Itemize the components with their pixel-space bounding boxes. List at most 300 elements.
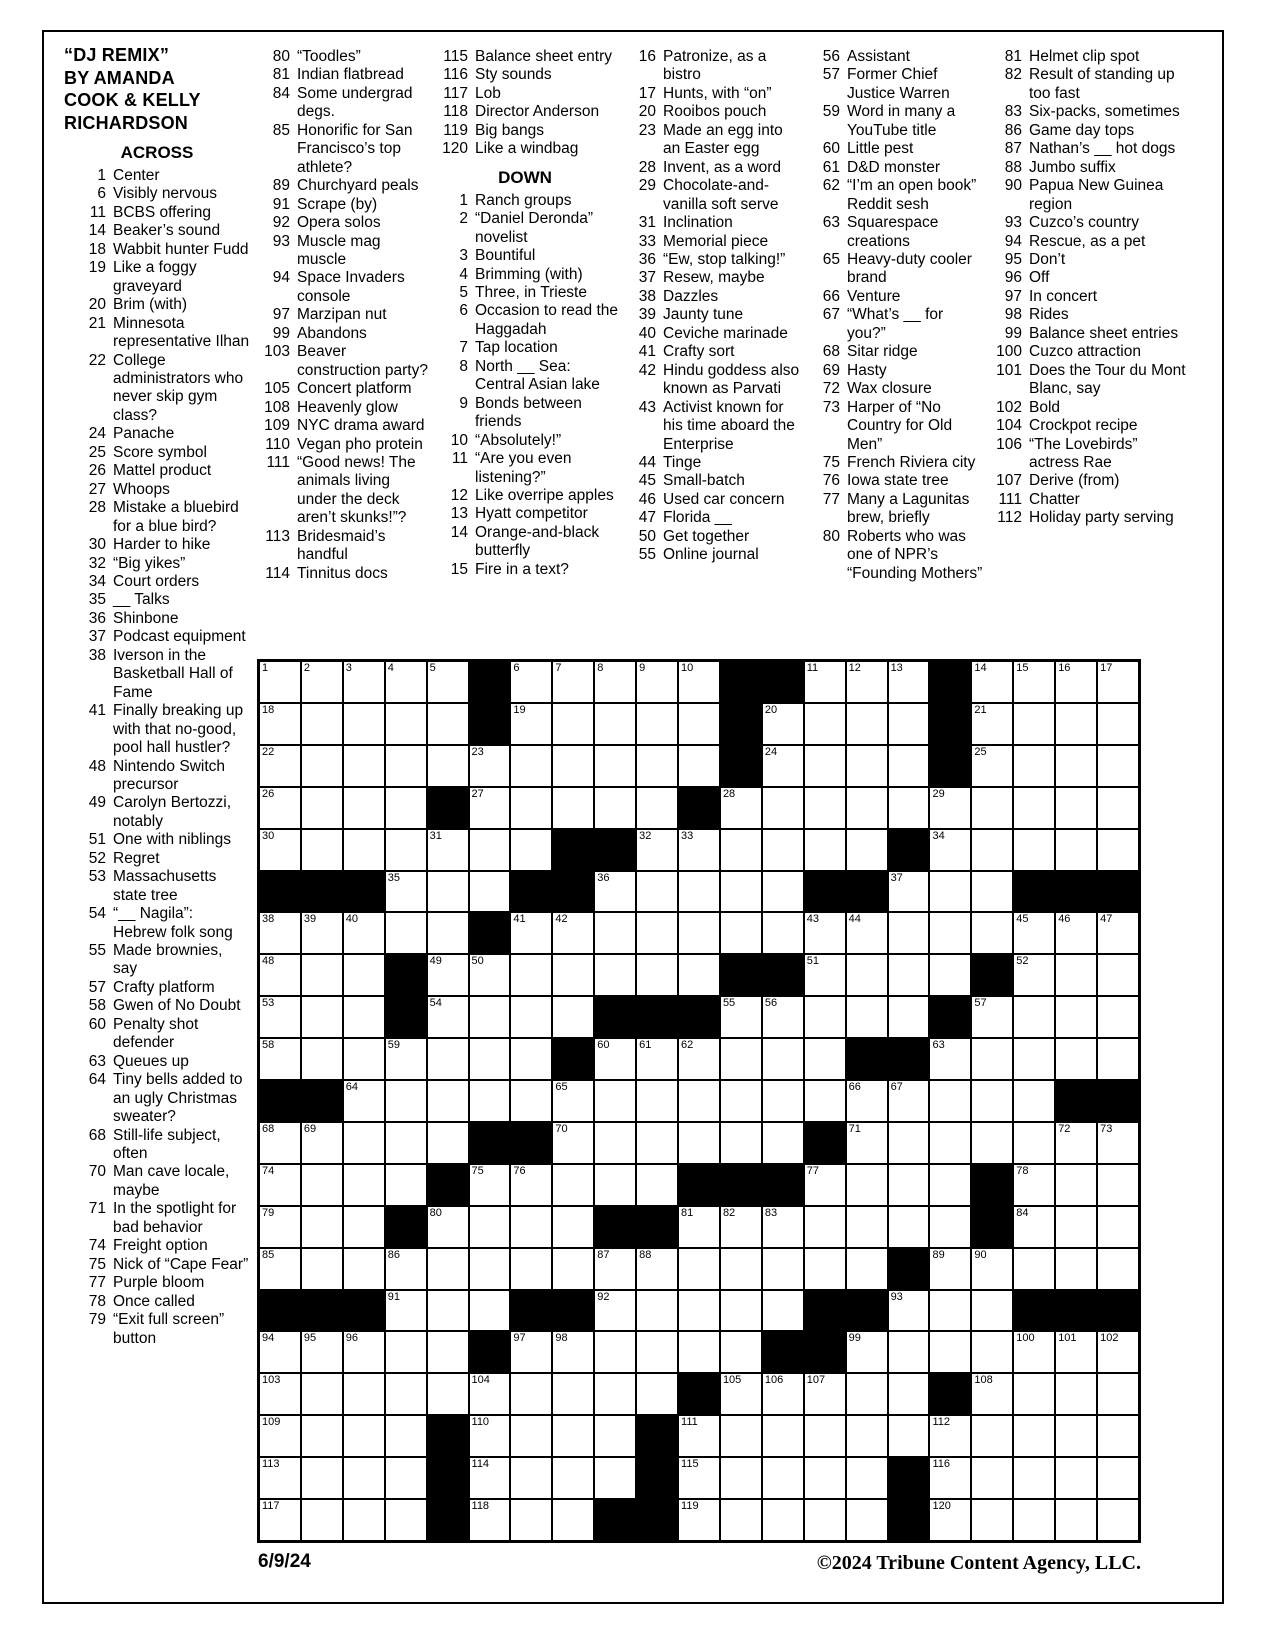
grid-cell[interactable] [595,1332,635,1372]
grid-cell[interactable] [930,1291,970,1331]
grid-cell[interactable] [679,1207,719,1247]
grid-cell[interactable] [805,913,845,953]
grid-cell[interactable] [721,1374,761,1414]
grid-cell[interactable] [553,1500,593,1540]
grid-cell[interactable] [260,1207,300,1247]
grid-cell[interactable] [889,1332,929,1372]
grid-cell[interactable] [386,1500,426,1540]
grid-cell[interactable] [847,830,887,870]
grid-cell[interactable] [553,788,593,828]
grid-cell[interactable] [847,1416,887,1456]
grid-cell[interactable] [344,1165,384,1205]
grid-cell[interactable] [1098,788,1138,828]
grid-cell[interactable] [553,997,593,1037]
grid-cell[interactable] [260,1123,300,1163]
grid-cell[interactable] [930,1500,970,1540]
grid-cell[interactable] [470,1039,510,1079]
grid-cell[interactable] [889,746,929,786]
grid-cell[interactable] [805,955,845,995]
grid-cell[interactable] [721,872,761,912]
grid-cell[interactable] [386,1374,426,1414]
grid-cell[interactable] [1098,1165,1138,1205]
grid-cell[interactable] [930,1123,970,1163]
grid-cell[interactable] [302,1165,342,1205]
grid-cell[interactable] [1098,955,1138,995]
grid-cell[interactable] [721,1458,761,1498]
grid-cell[interactable] [1056,704,1096,744]
grid-cell[interactable] [679,1123,719,1163]
grid-cell[interactable] [930,1165,970,1205]
grid-cell[interactable] [470,872,510,912]
grid-cell[interactable] [889,788,929,828]
grid-cell[interactable] [1014,1039,1054,1079]
grid-cell[interactable] [1098,1039,1138,1079]
grid-cell[interactable] [679,1249,719,1289]
grid-cell[interactable] [805,1374,845,1414]
grid-cell[interactable] [721,1416,761,1456]
grid-cell[interactable] [595,1249,635,1289]
grid-cell[interactable] [972,913,1012,953]
grid-cell[interactable] [1098,704,1138,744]
grid-cell[interactable] [679,1416,719,1456]
grid-cell[interactable] [679,1081,719,1121]
grid-cell[interactable] [470,1374,510,1414]
grid-cell[interactable] [1056,1374,1096,1414]
grid-cell[interactable] [847,704,887,744]
grid-cell[interactable] [470,1165,510,1205]
grid-cell[interactable] [344,1374,384,1414]
grid-cell[interactable] [847,662,887,702]
grid-cell[interactable] [805,1207,845,1247]
grid-cell[interactable] [847,1458,887,1498]
grid-cell[interactable] [386,1458,426,1498]
grid-cell[interactable] [553,1416,593,1456]
grid-cell[interactable] [386,1165,426,1205]
grid-cell[interactable] [1014,1165,1054,1205]
grid-cell[interactable] [470,746,510,786]
grid-cell[interactable] [1014,1416,1054,1456]
grid-cell[interactable] [1098,830,1138,870]
grid-cell[interactable] [930,788,970,828]
grid-cell[interactable] [972,997,1012,1037]
grid-cell[interactable] [1014,788,1054,828]
grid-cell[interactable] [679,913,719,953]
grid-cell[interactable] [511,1039,551,1079]
grid-cell[interactable] [470,1081,510,1121]
grid-cell[interactable] [763,1374,803,1414]
grid-cell[interactable] [847,1374,887,1414]
grid-cell[interactable] [1056,997,1096,1037]
grid-cell[interactable] [847,1081,887,1121]
grid-cell[interactable] [595,1374,635,1414]
grid-cell[interactable] [1014,1249,1054,1289]
grid-cell[interactable] [386,913,426,953]
grid-cell[interactable] [1014,1374,1054,1414]
grid-cell[interactable] [344,1081,384,1121]
grid-cell[interactable] [972,1291,1012,1331]
grid-cell[interactable] [344,955,384,995]
grid-cell[interactable] [344,1332,384,1372]
grid-cell[interactable] [889,955,929,995]
grid-cell[interactable] [889,1291,929,1331]
grid-cell[interactable] [344,1500,384,1540]
grid-cell[interactable] [344,1039,384,1079]
grid-cell[interactable] [386,1416,426,1456]
grid-cell[interactable] [302,788,342,828]
grid-cell[interactable] [721,830,761,870]
grid-cell[interactable] [972,704,1012,744]
grid-cell[interactable] [1098,1374,1138,1414]
grid-cell[interactable] [260,1500,300,1540]
grid-cell[interactable] [344,746,384,786]
grid-cell[interactable] [428,746,468,786]
grid-cell[interactable] [637,1291,677,1331]
grid-cell[interactable] [972,1039,1012,1079]
grid-cell[interactable] [428,913,468,953]
grid-cell[interactable] [595,1165,635,1205]
grid-cell[interactable] [511,955,551,995]
grid-cell[interactable] [386,746,426,786]
grid-cell[interactable] [344,1123,384,1163]
grid-cell[interactable] [302,1416,342,1456]
grid-cell[interactable] [972,1081,1012,1121]
grid-cell[interactable] [763,1207,803,1247]
grid-cell[interactable] [721,1249,761,1289]
grid-cell[interactable] [1014,746,1054,786]
grid-cell[interactable] [1098,1249,1138,1289]
grid-cell[interactable] [1098,913,1138,953]
grid-cell[interactable] [805,1249,845,1289]
grid-cell[interactable] [344,1416,384,1456]
grid-cell[interactable] [930,1081,970,1121]
grid-cell[interactable] [386,704,426,744]
grid-cell[interactable] [1056,662,1096,702]
grid-cell[interactable] [428,1249,468,1289]
grid-cell[interactable] [428,1291,468,1331]
grid-cell[interactable] [1056,1165,1096,1205]
crossword-grid[interactable] [257,659,1141,1543]
grid-cell[interactable] [1056,1123,1096,1163]
grid-cell[interactable] [972,1249,1012,1289]
grid-cell[interactable] [553,1332,593,1372]
grid-cell[interactable] [847,913,887,953]
grid-cell[interactable] [470,1249,510,1289]
grid-cell[interactable] [1056,1332,1096,1372]
grid-cell[interactable] [260,746,300,786]
grid-cell[interactable] [260,955,300,995]
grid-cell[interactable] [763,746,803,786]
grid-cell[interactable] [428,1039,468,1079]
grid-cell[interactable] [553,704,593,744]
grid-cell[interactable] [428,1332,468,1372]
grid-cell[interactable] [1014,955,1054,995]
grid-cell[interactable] [553,1081,593,1121]
grid-cell[interactable] [511,1458,551,1498]
grid-cell[interactable] [511,1081,551,1121]
grid-cell[interactable] [260,997,300,1037]
grid-cell[interactable] [386,1249,426,1289]
grid-cell[interactable] [595,746,635,786]
grid-cell[interactable] [679,872,719,912]
grid-cell[interactable] [428,1081,468,1121]
grid-cell[interactable] [386,1123,426,1163]
grid-cell[interactable] [721,788,761,828]
grid-cell[interactable] [511,1500,551,1540]
grid-cell[interactable] [511,1416,551,1456]
grid-cell[interactable] [1014,1458,1054,1498]
grid-cell[interactable] [721,1291,761,1331]
grid-cell[interactable] [930,1249,970,1289]
grid-cell[interactable] [344,662,384,702]
grid-cell[interactable] [1014,1332,1054,1372]
grid-cell[interactable] [386,1039,426,1079]
grid-cell[interactable] [679,662,719,702]
grid-cell[interactable] [260,704,300,744]
grid-cell[interactable] [972,872,1012,912]
grid-cell[interactable] [889,662,929,702]
grid-cell[interactable] [637,1081,677,1121]
grid-cell[interactable] [763,830,803,870]
grid-cell[interactable] [930,1416,970,1456]
grid-cell[interactable] [302,704,342,744]
grid-cell[interactable] [721,1081,761,1121]
grid-cell[interactable] [386,872,426,912]
grid-cell[interactable] [889,1081,929,1121]
grid-cell[interactable] [1056,1039,1096,1079]
grid-cell[interactable] [428,830,468,870]
grid-cell[interactable] [260,1039,300,1079]
grid-cell[interactable] [637,1039,677,1079]
grid-cell[interactable] [344,913,384,953]
grid-cell[interactable] [930,1039,970,1079]
grid-cell[interactable] [595,1416,635,1456]
grid-cell[interactable] [260,1374,300,1414]
grid-cell[interactable] [763,1249,803,1289]
grid-cell[interactable] [302,955,342,995]
grid-cell[interactable] [1056,1207,1096,1247]
grid-cell[interactable] [637,1123,677,1163]
grid-cell[interactable] [553,1165,593,1205]
grid-cell[interactable] [470,1416,510,1456]
grid-cell[interactable] [721,1207,761,1247]
grid-cell[interactable] [1014,913,1054,953]
grid-cell[interactable] [805,1081,845,1121]
grid-cell[interactable] [805,830,845,870]
grid-cell[interactable] [972,830,1012,870]
grid-cell[interactable] [470,788,510,828]
grid-cell[interactable] [260,662,300,702]
grid-cell[interactable] [763,1416,803,1456]
grid-cell[interactable] [889,997,929,1037]
grid-cell[interactable] [763,788,803,828]
grid-cell[interactable] [302,1039,342,1079]
grid-cell[interactable] [763,1291,803,1331]
grid-cell[interactable] [972,1458,1012,1498]
grid-cell[interactable] [637,830,677,870]
grid-cell[interactable] [721,913,761,953]
grid-cell[interactable] [763,1123,803,1163]
grid-cell[interactable] [344,997,384,1037]
grid-cell[interactable] [386,662,426,702]
grid-cell[interactable] [637,1332,677,1372]
grid-cell[interactable] [972,1374,1012,1414]
grid-cell[interactable] [1056,955,1096,995]
grid-cell[interactable] [1014,704,1054,744]
grid-cell[interactable] [302,1249,342,1289]
grid-cell[interactable] [1098,662,1138,702]
grid-cell[interactable] [1056,746,1096,786]
grid-cell[interactable] [679,955,719,995]
grid-cell[interactable] [805,704,845,744]
grid-cell[interactable] [595,872,635,912]
grid-cell[interactable] [889,913,929,953]
grid-cell[interactable] [260,1416,300,1456]
grid-cell[interactable] [511,997,551,1037]
grid-cell[interactable] [553,1458,593,1498]
grid-cell[interactable] [637,872,677,912]
grid-cell[interactable] [1056,913,1096,953]
grid-cell[interactable] [302,830,342,870]
grid-cell[interactable] [344,788,384,828]
grid-cell[interactable] [260,1332,300,1372]
grid-cell[interactable] [972,1416,1012,1456]
grid-cell[interactable] [595,1123,635,1163]
grid-cell[interactable] [1056,1500,1096,1540]
grid-cell[interactable] [721,1039,761,1079]
grid-cell[interactable] [553,746,593,786]
grid-cell[interactable] [721,1332,761,1372]
grid-cell[interactable] [637,1249,677,1289]
grid-cell[interactable] [260,913,300,953]
grid-cell[interactable] [1056,788,1096,828]
grid-cell[interactable] [260,830,300,870]
grid-cell[interactable] [302,746,342,786]
grid-cell[interactable] [553,913,593,953]
grid-cell[interactable] [763,997,803,1037]
grid-cell[interactable] [553,955,593,995]
grid-cell[interactable] [763,872,803,912]
grid-cell[interactable] [428,1123,468,1163]
grid-cell[interactable] [1014,997,1054,1037]
grid-cell[interactable] [847,1123,887,1163]
grid-cell[interactable] [511,1374,551,1414]
grid-cell[interactable] [805,1416,845,1456]
grid-cell[interactable] [889,1374,929,1414]
grid-cell[interactable] [511,1332,551,1372]
grid-cell[interactable] [1056,1416,1096,1456]
grid-cell[interactable] [595,1458,635,1498]
grid-cell[interactable] [679,1500,719,1540]
grid-cell[interactable] [344,1207,384,1247]
grid-cell[interactable] [679,746,719,786]
grid-cell[interactable] [972,1332,1012,1372]
grid-cell[interactable] [595,704,635,744]
grid-cell[interactable] [847,1165,887,1205]
grid-cell[interactable] [553,1374,593,1414]
grid-cell[interactable] [1098,746,1138,786]
grid-cell[interactable] [1014,662,1054,702]
grid-cell[interactable] [637,788,677,828]
grid-cell[interactable] [679,1291,719,1331]
grid-cell[interactable] [847,1249,887,1289]
grid-cell[interactable] [679,1039,719,1079]
grid-cell[interactable] [511,830,551,870]
grid-cell[interactable] [1014,1081,1054,1121]
grid-cell[interactable] [847,997,887,1037]
grid-cell[interactable] [595,1039,635,1079]
grid-cell[interactable] [930,955,970,995]
grid-cell[interactable] [302,1374,342,1414]
grid-cell[interactable] [679,1332,719,1372]
grid-cell[interactable] [805,1165,845,1205]
grid-cell[interactable] [386,1291,426,1331]
grid-cell[interactable] [1098,1207,1138,1247]
grid-cell[interactable] [1056,1249,1096,1289]
grid-cell[interactable] [1098,1458,1138,1498]
grid-cell[interactable] [302,997,342,1037]
grid-cell[interactable] [721,997,761,1037]
grid-cell[interactable] [930,1332,970,1372]
grid-cell[interactable] [637,1374,677,1414]
grid-cell[interactable] [595,1081,635,1121]
grid-cell[interactable] [428,1374,468,1414]
grid-cell[interactable] [972,1123,1012,1163]
grid-cell[interactable] [386,830,426,870]
grid-cell[interactable] [470,1458,510,1498]
grid-cell[interactable] [386,1081,426,1121]
grid-cell[interactable] [511,704,551,744]
grid-cell[interactable] [511,913,551,953]
grid-cell[interactable] [805,788,845,828]
grid-cell[interactable] [344,830,384,870]
grid-cell[interactable] [1014,1207,1054,1247]
grid-cell[interactable] [637,662,677,702]
grid-cell[interactable] [972,746,1012,786]
grid-cell[interactable] [302,1332,342,1372]
grid-cell[interactable] [930,913,970,953]
grid-cell[interactable] [889,1165,929,1205]
grid-cell[interactable] [428,872,468,912]
grid-cell[interactable] [1014,1123,1054,1163]
grid-cell[interactable] [889,704,929,744]
grid-cell[interactable] [763,704,803,744]
grid-cell[interactable] [470,955,510,995]
grid-cell[interactable] [344,704,384,744]
grid-cell[interactable] [260,1249,300,1289]
grid-cell[interactable] [679,704,719,744]
grid-cell[interactable] [847,1332,887,1372]
grid-cell[interactable] [595,788,635,828]
grid-cell[interactable] [1014,1500,1054,1540]
grid-cell[interactable] [930,1207,970,1247]
grid-cell[interactable] [1098,1123,1138,1163]
grid-cell[interactable] [930,830,970,870]
grid-cell[interactable] [428,662,468,702]
grid-cell[interactable] [763,1458,803,1498]
grid-cell[interactable] [1098,997,1138,1037]
grid-cell[interactable] [553,1207,593,1247]
grid-cell[interactable] [972,662,1012,702]
grid-cell[interactable] [637,704,677,744]
grid-cell[interactable] [805,662,845,702]
grid-cell[interactable] [595,662,635,702]
grid-cell[interactable] [553,662,593,702]
grid-cell[interactable] [1098,1416,1138,1456]
grid-cell[interactable] [302,1207,342,1247]
grid-cell[interactable] [302,1500,342,1540]
grid-cell[interactable] [428,997,468,1037]
grid-cell[interactable] [511,746,551,786]
